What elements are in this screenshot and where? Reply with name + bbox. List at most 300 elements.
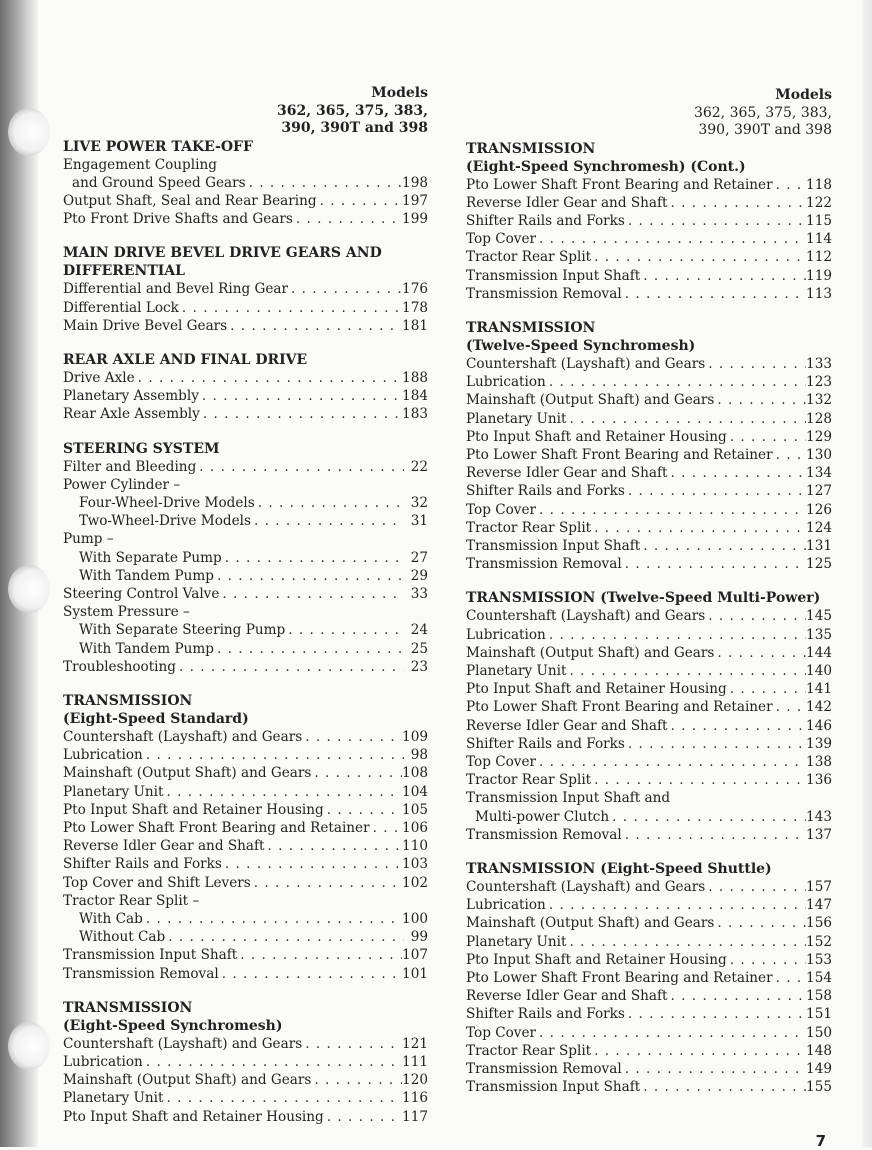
toc-entry[interactable] [466, 933, 832, 951]
toc-entry-page: 145 [806, 608, 832, 625]
toc-entry-label: Shifter Rails and Forks [466, 735, 625, 752]
toc-entry[interactable] [466, 969, 832, 987]
toc-entry[interactable] [466, 555, 832, 573]
toc-entry-page: 100 [402, 911, 428, 927]
dot-leader [214, 567, 404, 585]
toc-entry-page: 23 [410, 658, 428, 675]
models-line: 362, 365, 375, 383, [276, 102, 428, 119]
toc-entry[interactable] [63, 192, 428, 210]
dot-leader [705, 607, 806, 625]
toc-entry[interactable] [466, 285, 832, 303]
dot-leader [622, 285, 806, 303]
toc-entry-page: 135 [806, 626, 832, 643]
toc-entry-label: Countershaft (Layshaft) and Gears [466, 879, 706, 895]
page-number: 7 [815, 1132, 826, 1150]
toc-entry[interactable] [63, 946, 428, 964]
dot-leader [714, 644, 806, 662]
toc-entry[interactable] [466, 914, 832, 932]
toc-entry[interactable] [466, 698, 832, 716]
dot-leader [546, 626, 806, 644]
toc-entry-page: 113 [806, 285, 832, 302]
toc-entry-label: Reverse Idler Gear and Shaft [466, 465, 668, 482]
toc-entry[interactable] [466, 896, 832, 914]
models-title: Models [775, 87, 832, 103]
right-column [466, 87, 832, 1096]
toc-entry-page: 120 [402, 1072, 428, 1089]
toc-entry-page: 138 [806, 753, 832, 770]
toc-entry-page: 143 [806, 808, 832, 825]
toc-entry[interactable] [63, 801, 428, 819]
dot-leader [773, 698, 806, 716]
toc-entry[interactable] [63, 621, 428, 639]
dot-leader [622, 826, 806, 844]
toc-entry-page: 148 [806, 1042, 832, 1059]
dot-leader [251, 874, 402, 892]
toc-entry-page: 129 [806, 428, 832, 445]
toc-entry-page: 181 [402, 317, 428, 334]
toc-entry-label: Four-Wheel-Drive Models [79, 494, 255, 511]
toc-entry-page: 184 [402, 388, 428, 405]
dot-leader [668, 987, 807, 1005]
toc-entry-page: 105 [402, 801, 428, 818]
dot-leader [324, 1108, 402, 1126]
toc-entry-page: 99 [410, 929, 428, 946]
toc-entry-page: 139 [806, 735, 832, 752]
toc-entry[interactable] [466, 607, 832, 625]
toc-entry-label: Planetary Assembly [63, 388, 199, 405]
section-title: LIVE POWER TAKE-OFF [63, 138, 253, 155]
toc-subheading: Engagement Coupling [63, 156, 217, 173]
toc-subheading: System Pressure – [63, 604, 190, 621]
dot-leader [625, 735, 806, 753]
toc-entry[interactable] [63, 874, 428, 892]
dot-leader [546, 896, 806, 914]
toc-entry-label: Transmission Input Shaft [466, 1079, 641, 1096]
toc-entry-page: 155 [806, 1079, 832, 1096]
toc-entry-label: Transmission Input Shaft [466, 267, 641, 284]
toc-entry-page: 176 [402, 281, 428, 298]
toc-entry-page: 29 [410, 567, 428, 584]
toc-entry-page: 156 [806, 915, 832, 932]
toc-entry-label: Tractor Rear Split [466, 772, 592, 789]
dot-leader [714, 914, 806, 932]
toc-entry-label: Lubrication [63, 747, 143, 764]
toc-subheading: Power Cylinder – [63, 476, 181, 493]
toc-entry-page: 114 [806, 231, 832, 248]
dot-leader [164, 1089, 403, 1107]
section-subtitle: (Eight-Speed Standard) [63, 710, 249, 727]
toc-entry[interactable] [63, 585, 428, 603]
dot-leader [143, 910, 402, 928]
toc-entry-page: 127 [806, 483, 832, 500]
dot-leader [255, 494, 404, 512]
toc-section [466, 319, 832, 573]
toc-entry[interactable] [63, 1053, 428, 1071]
toc-entry-page: 32 [410, 494, 428, 511]
dot-leader [311, 764, 402, 782]
toc-entry-label: Pto Input Shaft and Retainer Housing [466, 951, 727, 968]
toc-entry-label: Pto Front Drive Shafts and Gears [63, 211, 293, 228]
section-title: TRANSMISSION [466, 319, 596, 336]
toc-entry[interactable] [63, 458, 428, 476]
dot-leader [179, 299, 402, 317]
dot-leader [668, 717, 807, 735]
toc-entry-label: Filter and Bleeding [63, 458, 197, 475]
dot-leader [727, 428, 806, 446]
toc-entry[interactable] [466, 248, 832, 266]
models-heading [466, 87, 832, 140]
toc-entry[interactable] [63, 928, 428, 946]
toc-entry-page: 22 [410, 458, 428, 475]
toc-entry-label: Reverse Idler Gear and Shaft [466, 988, 668, 1005]
dot-leader [251, 512, 404, 530]
dot-leader [773, 446, 806, 464]
toc-entry-label: Shifter Rails and Forks [466, 212, 625, 229]
toc-entry[interactable] [466, 410, 832, 428]
dot-leader [176, 658, 404, 676]
toc-entry-label: With Separate Steering Pump [79, 622, 286, 639]
page-edge [862, 0, 872, 1147]
dot-leader [773, 176, 806, 194]
toc-entry-label: Pto Input Shaft and Retainer Housing [466, 428, 727, 445]
toc-entry-page: 25 [410, 640, 428, 657]
dot-leader [293, 210, 402, 228]
toc-entry[interactable] [466, 464, 832, 482]
toc-entry[interactable] [466, 230, 832, 248]
toc-entry[interactable] [63, 317, 428, 335]
toc-entry-label: Transmission Input Shaft [63, 947, 238, 964]
toc-entry-label: With Separate Pump [79, 549, 222, 566]
toc-entry-page: 199 [402, 211, 428, 228]
toc-entry[interactable] [63, 1089, 428, 1107]
toc-entry-label: Mainshaft (Output Shaft) and Gears [466, 915, 715, 932]
dot-leader [591, 1042, 806, 1060]
toc-entry-page: 123 [806, 374, 832, 391]
models-heading [63, 85, 428, 138]
dot-leader [370, 819, 402, 837]
dot-leader [536, 230, 806, 248]
models-line: 390, 390T and 398 [281, 120, 428, 136]
section-title: REAR AXLE AND FINAL DRIVE [63, 351, 308, 368]
dot-leader [727, 951, 806, 969]
toc-entry[interactable] [63, 549, 428, 567]
toc-entry-page: 102 [402, 874, 428, 891]
toc-entry-page: 121 [402, 1035, 428, 1052]
toc-entry[interactable] [466, 662, 832, 680]
toc-entry-page: 98 [410, 747, 428, 764]
toc-entry-page: 149 [806, 1061, 832, 1078]
dot-leader [227, 317, 402, 335]
toc-entry-label: Drive Axle [63, 369, 135, 386]
toc-entry[interactable] [466, 826, 832, 844]
dot-leader [622, 1060, 806, 1078]
section-title: TRANSMISSION [466, 140, 596, 157]
toc-entry[interactable] [63, 280, 428, 298]
toc-entry[interactable] [466, 355, 832, 373]
dot-leader [246, 174, 402, 192]
toc-entry[interactable] [466, 482, 832, 500]
toc-entry-label: Transmission Input Shaft [466, 537, 641, 554]
dot-leader [199, 387, 402, 405]
toc-entry[interactable] [63, 567, 428, 585]
toc-entry[interactable] [466, 1024, 832, 1042]
toc-entry-page: 111 [402, 1054, 428, 1071]
toc-entry[interactable] [466, 428, 832, 446]
dot-leader [609, 808, 806, 826]
toc-entry-label: Mainshaft (Output Shaft) and Gears [466, 644, 715, 661]
toc-section [63, 440, 428, 676]
toc-entry[interactable] [63, 855, 428, 873]
toc-entry[interactable] [466, 771, 832, 789]
toc-section [466, 589, 832, 844]
section-title: TRANSMISSION [63, 692, 193, 709]
toc-entry[interactable] [466, 446, 832, 464]
toc-entry-label: Without Cab [79, 929, 166, 946]
toc-entry-label: Tractor Rear Split [466, 1042, 592, 1059]
toc-entry-page: 140 [806, 662, 832, 679]
toc-entry-label: Shifter Rails and Forks [466, 1006, 625, 1023]
toc-entry[interactable] [63, 1035, 428, 1053]
toc-entry[interactable] [466, 735, 832, 753]
dot-leader [285, 621, 404, 639]
toc-entry-page: 106 [402, 819, 428, 836]
toc-entry-label: Tractor Rear Split [466, 519, 592, 536]
dot-leader [546, 373, 806, 391]
dot-leader [591, 519, 806, 537]
toc-entry[interactable] [63, 299, 428, 317]
toc-entry-label: Top Cover [466, 501, 537, 518]
toc-entry-label: Countershaft (Layshaft) and Gears [63, 728, 303, 745]
toc-entry[interactable] [63, 658, 428, 676]
binder-hole [8, 565, 50, 613]
toc-entry[interactable] [466, 644, 832, 662]
toc-entry[interactable] [63, 387, 428, 405]
dot-leader [591, 248, 806, 266]
toc-entry-label: Transmission Removal [466, 1061, 622, 1078]
toc-entry-label: Top Cover [466, 753, 537, 770]
dot-leader [668, 464, 807, 482]
toc-entry-page: 31 [410, 513, 428, 530]
toc-entry[interactable] [466, 987, 832, 1005]
toc-entry[interactable] [63, 746, 428, 764]
dot-leader [135, 369, 402, 387]
toc-entry-page: 178 [402, 299, 428, 316]
toc-entry[interactable] [466, 1005, 832, 1023]
toc-entry-label: Top Cover and Shift Levers [63, 874, 251, 891]
toc-entry[interactable] [466, 878, 832, 896]
dot-leader [288, 280, 402, 298]
section-title: TRANSMISSION (Eight-Speed Shuttle) [466, 861, 772, 877]
toc-entry-label: Pto Lower Shaft Front Bearing and Retainer [63, 819, 370, 836]
toc-entry[interactable] [466, 391, 832, 409]
toc-entry-page: 24 [410, 622, 428, 639]
toc-entry[interactable] [466, 373, 832, 391]
dot-leader [714, 391, 806, 409]
toc-entry[interactable] [466, 680, 832, 698]
binder-hole [8, 108, 50, 156]
toc-entry[interactable] [466, 519, 832, 537]
toc-entry[interactable] [63, 405, 428, 423]
toc-entry-label: Pto Input Shaft and Retainer Housing [466, 681, 727, 698]
dot-leader [536, 753, 806, 771]
dot-leader [237, 946, 402, 964]
toc-entry-page: 131 [806, 537, 832, 554]
toc-entry-label: Tractor Rear Split [466, 249, 592, 266]
dot-leader [567, 662, 807, 680]
toc-entry[interactable] [63, 1071, 428, 1089]
toc-subheading: Tractor Rear Split – [63, 892, 200, 909]
toc-entry[interactable] [466, 951, 832, 969]
toc-entry-label: With Tandem Pump [79, 567, 214, 584]
toc-entry[interactable] [466, 1042, 832, 1060]
toc-entry-page: 198 [402, 174, 428, 191]
toc-entry-page: 104 [402, 783, 428, 800]
dot-leader [727, 680, 806, 698]
toc-entry-page: 154 [806, 970, 832, 987]
toc-entry[interactable] [466, 267, 832, 285]
toc-entry-label: Planetary Unit [63, 1090, 164, 1107]
models-line: 362, 365, 375, 383, [693, 104, 832, 121]
toc-entry-label: Shifter Rails and Forks [63, 856, 222, 873]
toc-entry-page: 157 [806, 879, 832, 895]
toc-entry-page: 133 [806, 355, 832, 372]
dot-leader [622, 555, 806, 573]
toc-entry[interactable] [466, 753, 832, 771]
toc-entry-page: 152 [806, 933, 832, 950]
toc-entry-label: Countershaft (Layshaft) and Gears [466, 355, 706, 372]
toc-entry[interactable] [63, 837, 428, 855]
section-title: STEERING SYSTEM [63, 440, 220, 457]
toc-entry-label: Main Drive Bevel Gears [63, 317, 228, 334]
toc-entry-label: Two-Wheel-Drive Models [79, 513, 251, 530]
toc-entry[interactable] [63, 965, 428, 983]
toc-entry-page: 101 [402, 965, 428, 982]
dot-leader [567, 410, 807, 428]
toc-entry-label: Shifter Rails and Forks [466, 483, 625, 500]
toc-entry-label: Transmission Removal [466, 826, 622, 843]
toc-entry[interactable] [63, 728, 428, 746]
toc-entry-label: Pto Lower Shaft Front Bearing and Retainer [466, 699, 773, 716]
dot-leader [302, 1035, 402, 1053]
toc-entry-label: With Cab [79, 911, 143, 927]
toc-entry-label: Planetary Unit [63, 783, 164, 800]
toc-section [466, 860, 832, 1096]
section-title: MAIN DRIVE BEVEL DRIVE GEARS AND DIFFERENTIAL [63, 245, 382, 280]
dot-leader [705, 878, 806, 896]
dot-leader [143, 746, 404, 764]
dot-leader [265, 837, 403, 855]
toc-entry-label: Multi-power Clutch [475, 808, 610, 825]
toc-entry-page: 108 [402, 765, 428, 782]
toc-entry-page: 117 [402, 1108, 428, 1125]
toc-entry[interactable] [63, 1108, 428, 1126]
toc-entry[interactable] [466, 808, 832, 826]
toc-entry[interactable] [63, 512, 428, 530]
toc-entry[interactable] [63, 210, 428, 228]
toc-entry-label: Planetary Unit [466, 933, 567, 950]
toc-entry-page: 146 [806, 717, 832, 734]
toc-section [63, 138, 428, 229]
toc-entry[interactable] [63, 783, 428, 801]
binder-hole [8, 1022, 50, 1070]
toc-entry[interactable] [466, 176, 832, 194]
toc-entry-label: Planetary Unit [466, 410, 567, 427]
toc-entry[interactable] [466, 194, 832, 212]
toc-entry[interactable] [466, 501, 832, 519]
toc-entry-page: 188 [402, 369, 428, 386]
toc-entry-page: 112 [806, 249, 832, 266]
toc-entry-label: Transmission Removal [63, 965, 219, 982]
toc-entry-label: Lubrication [466, 626, 546, 643]
toc-entry-page: 116 [402, 1090, 428, 1107]
dot-leader [640, 1078, 806, 1096]
dot-leader [324, 801, 402, 819]
toc-entry-page: 141 [806, 681, 832, 698]
toc-entry-label: Top Cover [466, 1024, 537, 1041]
toc-entry-page: 110 [402, 838, 428, 855]
dot-leader [317, 192, 402, 210]
toc-entry[interactable] [466, 626, 832, 644]
toc-entry-page: 33 [410, 585, 428, 602]
toc-entry[interactable] [466, 1078, 832, 1096]
toc-entry-label: Top Cover [466, 231, 537, 248]
toc-entry-page: 147 [806, 897, 832, 914]
toc-entry-label: With Tandem Pump [79, 640, 214, 657]
dot-leader [222, 549, 404, 567]
toc-entry[interactable] [466, 717, 832, 735]
toc-entry-label: Lubrication [466, 374, 546, 391]
toc-entry-page: 144 [806, 644, 832, 661]
toc-entry-page: 124 [806, 519, 832, 536]
toc-entry-page: 128 [806, 410, 832, 427]
toc-entry-label: Reverse Idler Gear and Shaft [466, 194, 668, 211]
toc-entry[interactable] [63, 174, 428, 192]
dot-leader [222, 855, 402, 873]
dot-leader [143, 1053, 402, 1071]
dot-leader [640, 537, 806, 555]
toc-entry-label: Steering Control Valve [63, 585, 220, 602]
dot-leader [625, 212, 806, 230]
section-title: TRANSMISSION [63, 999, 193, 1016]
section-subtitle: (Twelve-Speed Synchromesh) [466, 337, 696, 354]
toc-entry-label: Lubrication [466, 897, 546, 914]
toc-entry[interactable] [63, 494, 428, 512]
toc-entry-page: 134 [806, 465, 832, 482]
toc-entry[interactable] [466, 1060, 832, 1078]
toc-entry-page: 109 [402, 728, 428, 745]
toc-entry[interactable] [63, 910, 428, 928]
toc-section [63, 692, 428, 983]
toc-entry-label: Countershaft (Layshaft) and Gears [466, 608, 706, 625]
dot-leader [536, 1024, 806, 1042]
toc-entry[interactable] [63, 369, 428, 387]
models-title: Models [371, 85, 428, 101]
toc-entry-label: Transmission Removal [466, 285, 622, 302]
toc-entry[interactable] [63, 764, 428, 782]
toc-entry[interactable] [466, 212, 832, 230]
toc-entry-page: 130 [806, 446, 832, 463]
toc-entry[interactable] [63, 819, 428, 837]
toc-subheading: Pump – [63, 531, 114, 548]
toc-entry-page: 126 [806, 501, 832, 518]
dot-leader [625, 482, 806, 500]
toc-entry-label: Mainshaft (Output Shaft) and Gears [63, 765, 312, 782]
dot-leader [773, 969, 806, 987]
toc-entry[interactable] [466, 537, 832, 555]
toc-entry-label: Mainshaft (Output Shaft) and Gears [466, 392, 715, 409]
toc-entry-page: 119 [806, 267, 832, 284]
toc-entry[interactable] [63, 640, 428, 658]
